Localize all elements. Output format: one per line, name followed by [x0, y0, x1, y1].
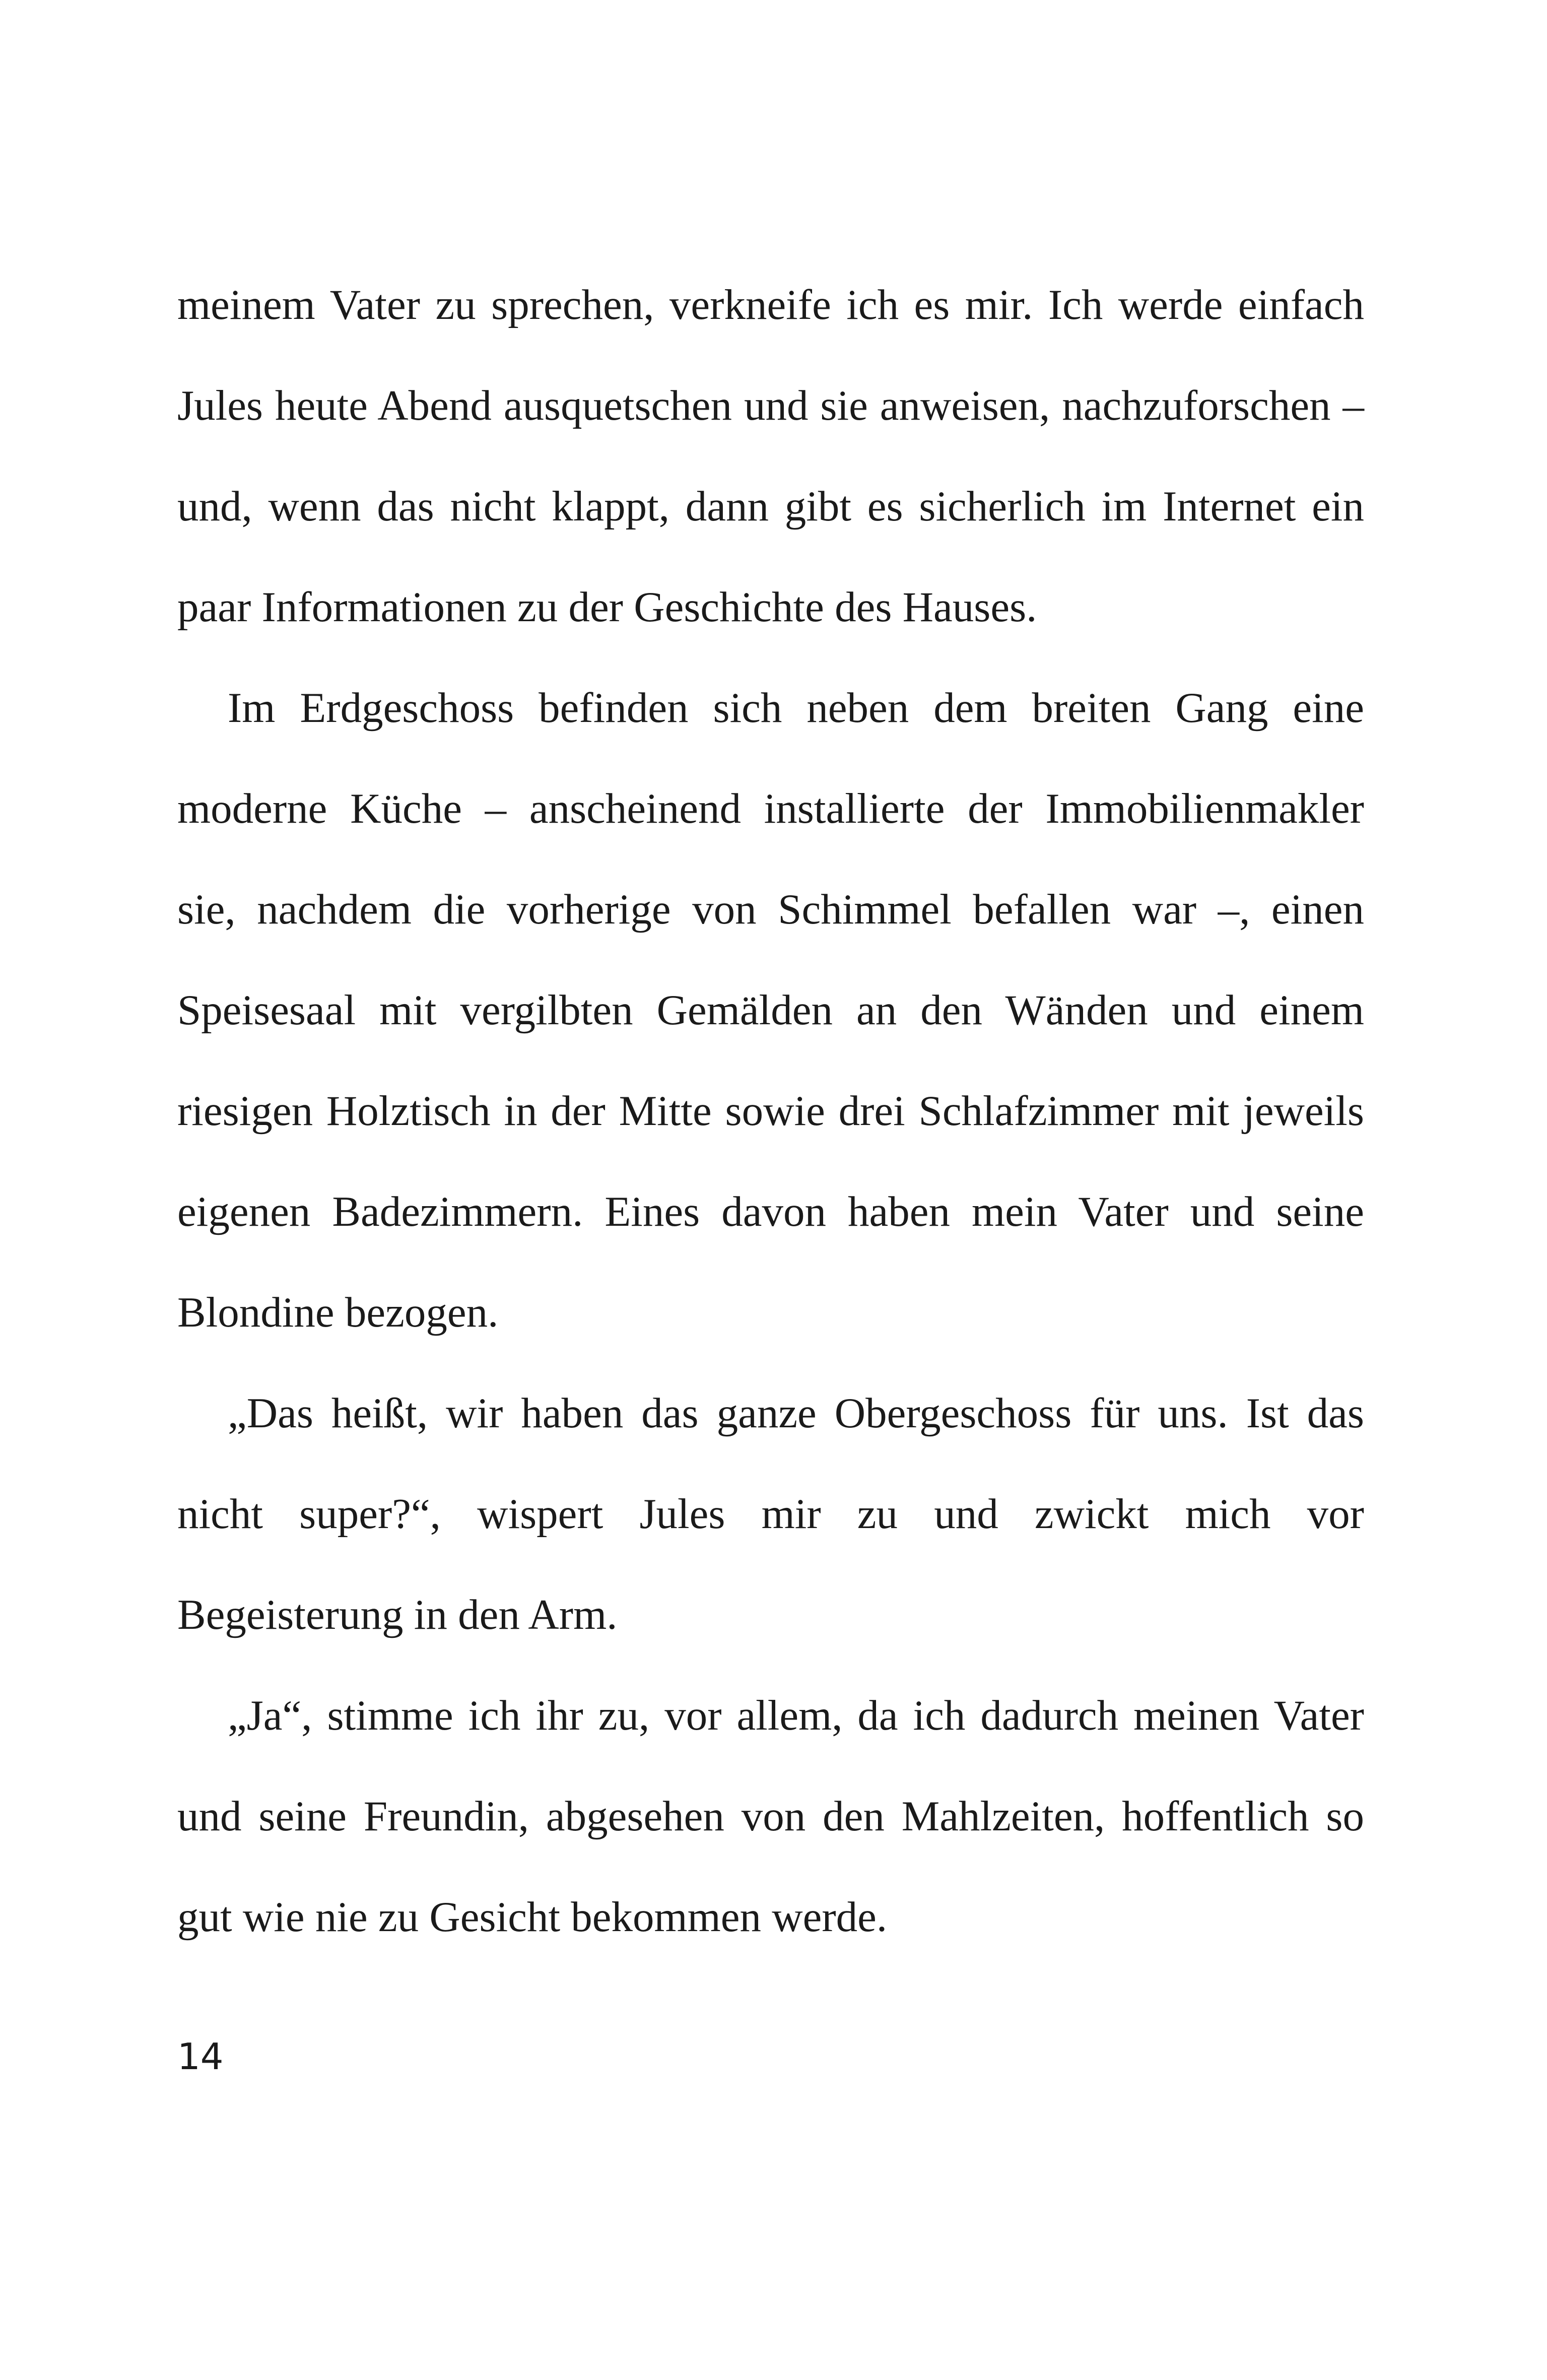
text-line: eigenen Badezimmern. Eines davon haben mein Vater und seine [177, 1188, 1364, 1235]
text-line: sie, nachdem die vorherige von Schimmel befallen war –, einen [177, 886, 1364, 933]
body-text [177, 272, 1364, 1985]
text-line: und, wenn das nicht klappt, dann gibt es sicherlich im Internet ein [177, 483, 1364, 530]
paragraph-start-line: Im Erdgeschoss befinden sich neben dem breiten Gang eine [228, 684, 1364, 732]
text-line: riesigen Holztisch in der Mitte sowie drei Schlafzimmer mit jeweils [177, 1087, 1364, 1135]
text-line: Speisesaal mit vergilbten Gemälden an den Wänden und einem [177, 986, 1364, 1034]
text-line: Jules heute Abend ausquetschen und sie anweisen, nachzuforschen – [177, 382, 1364, 429]
text-line: meinem Vater zu sprechen, verkneife ich es mir. Ich werde einfach [177, 281, 1364, 328]
text-line: moderne Küche – anscheinend installierte der Immobilienmakler [177, 785, 1364, 832]
text-line: paar Informationen zu der Geschichte des Hauses. [177, 583, 1037, 631]
text-line: und seine Freundin, abgesehen von den Mahlzeiten, hoffentlich so [177, 1793, 1364, 1840]
text-line: Blondine bezogen. [177, 1289, 499, 1336]
text-line: Begeisterung in den Arm. [177, 1591, 618, 1638]
text-line: nicht super?“, wispert Jules mir zu und zwickt mich vor [177, 1490, 1364, 1538]
page-number: 14 [177, 2035, 224, 2078]
paragraph-start-line: „Ja“, stimme ich ihr zu, vor allem, da ich dadurch meinen Vater [228, 1692, 1364, 1739]
text-line: gut wie nie zu Gesicht bekommen werde. [177, 1893, 888, 1941]
paragraph-start-line: „Das heißt, wir haben das ganze Obergeschoss für uns. Ist das [228, 1390, 1364, 1437]
